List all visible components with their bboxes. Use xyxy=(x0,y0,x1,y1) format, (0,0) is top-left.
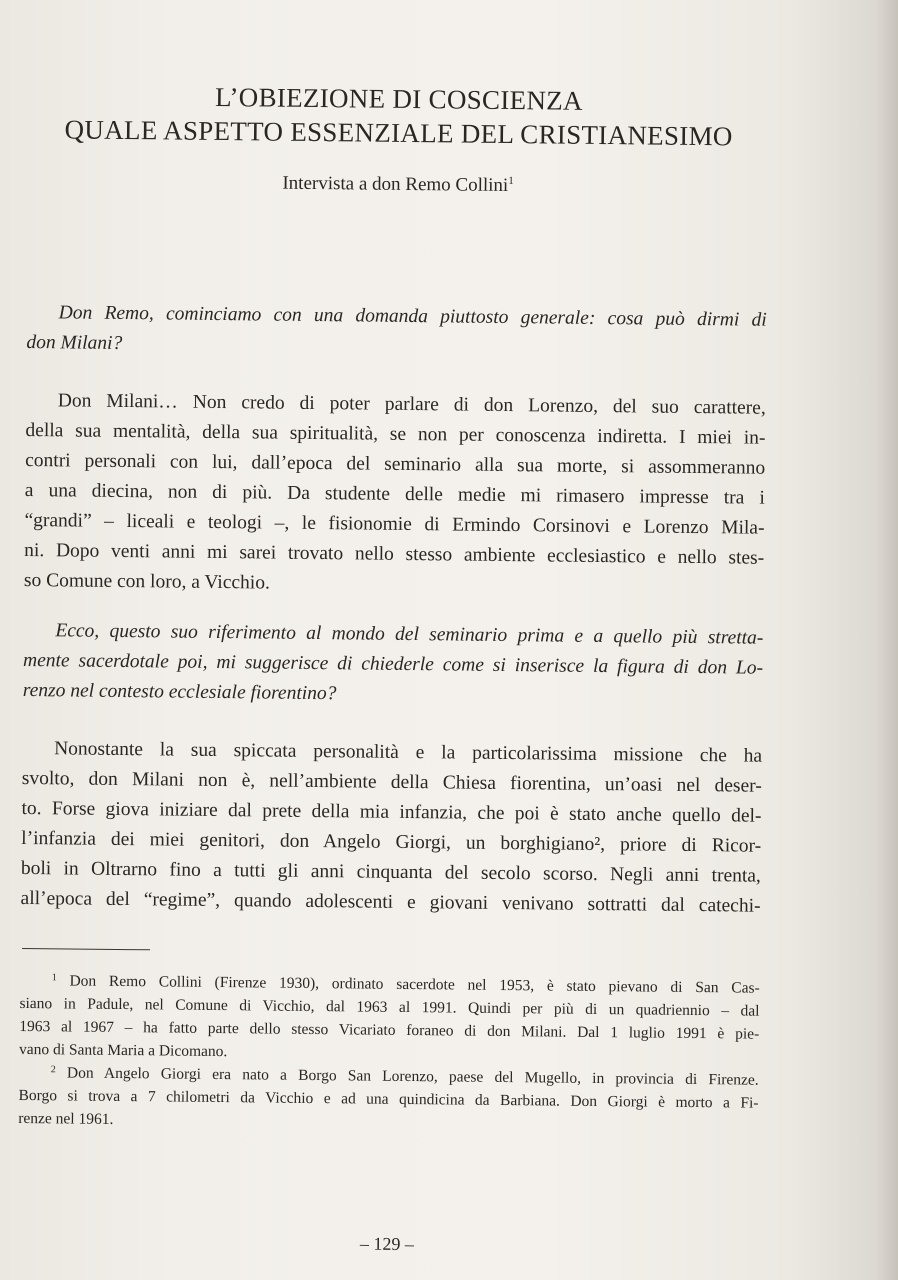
question-2 xyxy=(23,616,764,714)
footnote-1 xyxy=(19,966,760,1069)
question-1-line: Don Remo, cominciamo con una domanda piuttosto generale: cosa può dirmi di xyxy=(58,302,767,331)
page-content xyxy=(18,0,770,1255)
footnote-2 xyxy=(18,1058,759,1138)
chapter-subtitle xyxy=(28,170,768,200)
chapter-title-line-1: L’OBIEZIONE DI COSCIENZA xyxy=(214,81,583,116)
answer-1-line: Don Milani… Non credo di poter parlare di don Lorenzo, del suo carattere, xyxy=(57,390,766,419)
answer-2 xyxy=(20,734,762,922)
answer-2-line: all’epoca del “regime”, quando adolescenti e giovani venivano sottratti dal catechi- xyxy=(20,887,761,917)
page-number: – 129 – xyxy=(359,1233,415,1255)
footnote-2-text: Don Angelo Giorgi era nato a Borgo San Lorenzo, paese del Mugello, in provincia di Firenze. xyxy=(66,1064,759,1089)
footnote-2-line: Borgo si trova a 7 chilometri da Vicchio e ad una quindicina da Barbiana. Don Giorgi è morto a Fi- xyxy=(18,1086,759,1112)
footnote-1-line: vano di Santa Maria a Dicomano. xyxy=(18,1040,228,1061)
footnote-1-marker: 1 xyxy=(51,972,57,984)
answer-2-line: Nonostante la sua spiccata personalità e la particolarissima missione che ha xyxy=(54,738,763,767)
footnote-ref-1: 1 xyxy=(508,175,514,188)
chapter-title-line-2: QUALE ASPETTO ESSENZIALE DEL CRISTIANESIMO xyxy=(64,114,733,152)
question-2-line: Ecco, questo suo riferimento al mondo del seminario prima e a quello più stretta- xyxy=(55,620,764,649)
answer-1-line: della sua mentalità, della sua spiritualità, se non per conoscenza indiretta. I miei in- xyxy=(25,419,766,449)
question-1 xyxy=(26,298,767,366)
answer-2-line: to. Forse giova iniziare dal prete della mia infanzia, che poi è stato anche quello del- xyxy=(21,797,762,827)
answer-1-line: ni. Dopo venti anni mi sarei trovato nello stesso ambiente ecclesiastico e nello stes- xyxy=(24,539,765,569)
answer-1-line: “grandi” – liceali e teologi –, le fisionomie di Ermindo Corsinovi e Lorenzo Mila- xyxy=(24,509,765,539)
answer-2-line: l’infanzia dei miei genitori, don Angelo Giorgi, un borghigiano², priore di Ricor- xyxy=(21,827,762,857)
question-2-line: mente sacerdotale poi, mi suggerisce di chiederle come si inserisce la figura di don Lo- xyxy=(22,649,764,679)
footnote-1-line: 1963 al 1967 – ha fatto parte dello stesso Vicariato foraneo di don Milani. Dal 1 luglio 1991 è pie- xyxy=(19,1017,760,1043)
answer-2-line: svolto, don Milani non è, nell’ambiente della Chiesa fiorentina, un’oasi nel deser- xyxy=(21,767,762,797)
footnote-1-text: Don Remo Collini (Firenze 1930), ordinato sacerdote nel 1953, è stato pievano di San Cas- xyxy=(69,972,760,997)
answer-1-line: so Comune con loro, a Vicchio. xyxy=(23,569,270,594)
page-edge-shadow xyxy=(876,0,898,1280)
answer-1-line: contri personali con lui, dall’epoca del seminario alla sua morte, si assommeranno xyxy=(25,449,766,479)
footnote-2-marker: 2 xyxy=(50,1064,56,1076)
footnote-separator xyxy=(22,948,150,950)
answer-2-line: boli in Oltrarno fino a tutti gli anni cinquanta del secolo scorso. Negli anni trenta, xyxy=(20,857,761,887)
question-1-line: don Milani? xyxy=(26,331,123,354)
bleed-through-texture xyxy=(894,150,898,170)
footnote-1-line: siano in Padule, nel Comune di Vicchio, dal 1963 al 1991. Quindi per più di un quadriennio – dal xyxy=(19,994,760,1020)
footnote-2-line: renze nel 1961. xyxy=(18,1109,114,1128)
answer-1-line: a una diecina, non di più. Da studente delle medie mi rimasero impresse tra i xyxy=(24,479,765,509)
subtitle-text: Intervista a don Remo Collini xyxy=(282,172,509,197)
answer-1 xyxy=(24,386,766,604)
question-2-line: renzo nel contesto ecclesiale fiorentino? xyxy=(22,679,337,705)
